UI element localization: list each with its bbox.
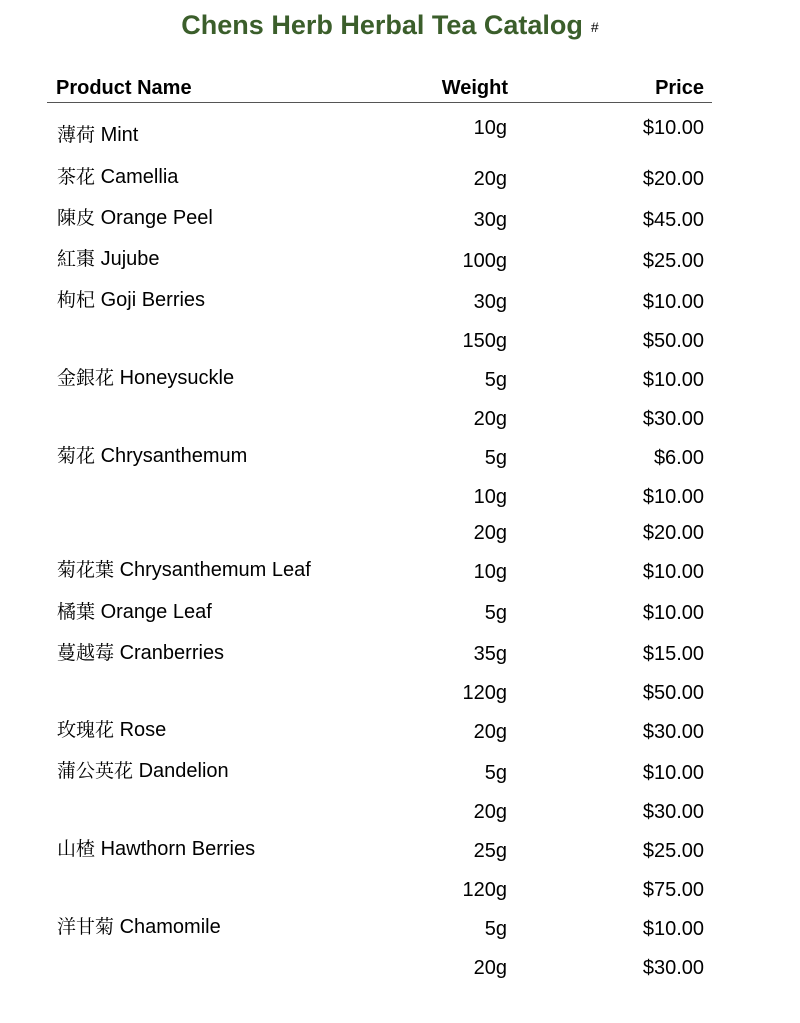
product-weight: 5g (484, 762, 507, 784)
product-name-chinese: 橘葉 (57, 601, 96, 623)
product-name-chinese: 金銀花 (57, 367, 115, 389)
product-name-english: Chrysanthemum (100, 445, 248, 467)
product-weight: 120g (462, 682, 507, 704)
header-price: Price (655, 77, 704, 99)
product-price: $20.00 (642, 168, 704, 190)
product-price: $25.00 (642, 840, 704, 862)
title-mark: # (590, 18, 599, 35)
product-weight: 35g (473, 643, 507, 665)
product-name-chinese: 蒲公英花 (57, 760, 134, 782)
product-price: $45.00 (642, 209, 704, 231)
product-price: $20.00 (642, 522, 704, 544)
title-text: Chens Herb Herbal Tea Catalog (181, 10, 583, 40)
product-name-english: Chrysanthemum Leaf (119, 559, 311, 581)
product-price: $10.00 (642, 117, 704, 139)
product-weight: 20g (473, 721, 507, 743)
product-price: $6.00 (653, 447, 704, 469)
product-price: $15.00 (642, 643, 704, 665)
product-price: $75.00 (642, 879, 704, 901)
product-name-english: Dandelion (138, 760, 229, 782)
product-weight: 120g (462, 879, 507, 901)
product-weight: 5g (484, 918, 507, 940)
product-price: $50.00 (642, 682, 704, 704)
product-name-english: Camellia (100, 166, 179, 188)
product-name-english: Rose (119, 719, 167, 741)
product-name-chinese: 菊花葉 (57, 559, 115, 581)
product-name (57, 641, 224, 665)
product-weight: 150g (462, 330, 507, 352)
product-price: $10.00 (642, 486, 704, 508)
product-name-english: Cranberries (119, 642, 225, 664)
product-name-english: Jujube (100, 248, 160, 270)
product-weight: 20g (473, 168, 507, 190)
product-name (57, 759, 229, 783)
product-name (57, 165, 178, 189)
product-name (57, 558, 311, 582)
product-price: $30.00 (642, 957, 704, 979)
product-name-english: Orange Leaf (100, 601, 212, 623)
product-name-english: Hawthorn Berries (100, 838, 256, 860)
product-price: $30.00 (642, 408, 704, 430)
product-price: $30.00 (642, 721, 704, 743)
product-name-english: Mint (100, 124, 139, 146)
product-name-chinese: 陳皮 (57, 207, 96, 229)
header-product-name: Product Name (56, 77, 192, 99)
product-name (57, 206, 213, 230)
product-name-chinese: 菊花 (57, 445, 96, 467)
product-weight: 5g (484, 447, 507, 469)
product-weight: 20g (473, 522, 507, 544)
product-name-chinese: 洋甘菊 (57, 916, 115, 938)
product-price: $10.00 (642, 602, 704, 624)
product-weight: 20g (473, 801, 507, 823)
product-price: $25.00 (642, 250, 704, 272)
product-price: $10.00 (642, 918, 704, 940)
product-name (57, 366, 234, 390)
product-name-chinese: 山楂 (57, 838, 96, 860)
product-price: $10.00 (642, 762, 704, 784)
product-weight: 100g (462, 250, 507, 272)
product-name (57, 288, 205, 312)
product-price: $10.00 (642, 369, 704, 391)
product-name-english: Orange Peel (100, 207, 213, 229)
product-name-chinese: 枸杞 (57, 289, 96, 311)
product-name (57, 247, 160, 271)
product-weight: 20g (473, 957, 507, 979)
product-weight: 10g (473, 117, 507, 139)
product-name (57, 718, 166, 742)
product-name (57, 123, 138, 147)
product-weight: 10g (473, 561, 507, 583)
product-name-english: Goji Berries (100, 289, 206, 311)
header-weight: Weight (441, 77, 508, 99)
product-name-chinese: 薄荷 (57, 124, 96, 146)
product-price: $30.00 (642, 801, 704, 823)
product-weight: 25g (473, 840, 507, 862)
product-weight: 20g (473, 408, 507, 430)
product-price: $10.00 (642, 561, 704, 583)
product-weight: 5g (484, 602, 507, 624)
product-weight: 5g (484, 369, 507, 391)
product-name (57, 600, 212, 624)
product-name-chinese: 玫瑰花 (57, 719, 115, 741)
product-name (57, 915, 221, 939)
product-weight: 10g (473, 486, 507, 508)
product-name (57, 444, 247, 468)
product-name-english: Honeysuckle (119, 367, 235, 389)
product-name (57, 837, 255, 861)
product-name-chinese: 蔓越莓 (57, 642, 115, 664)
product-name-english: Chamomile (119, 916, 221, 938)
product-weight: 30g (473, 209, 507, 231)
product-price: $10.00 (642, 291, 704, 313)
product-name-chinese: 茶花 (57, 166, 96, 188)
product-price: $50.00 (642, 330, 704, 352)
product-weight: 30g (473, 291, 507, 313)
product-name-chinese: 紅棗 (57, 248, 96, 270)
